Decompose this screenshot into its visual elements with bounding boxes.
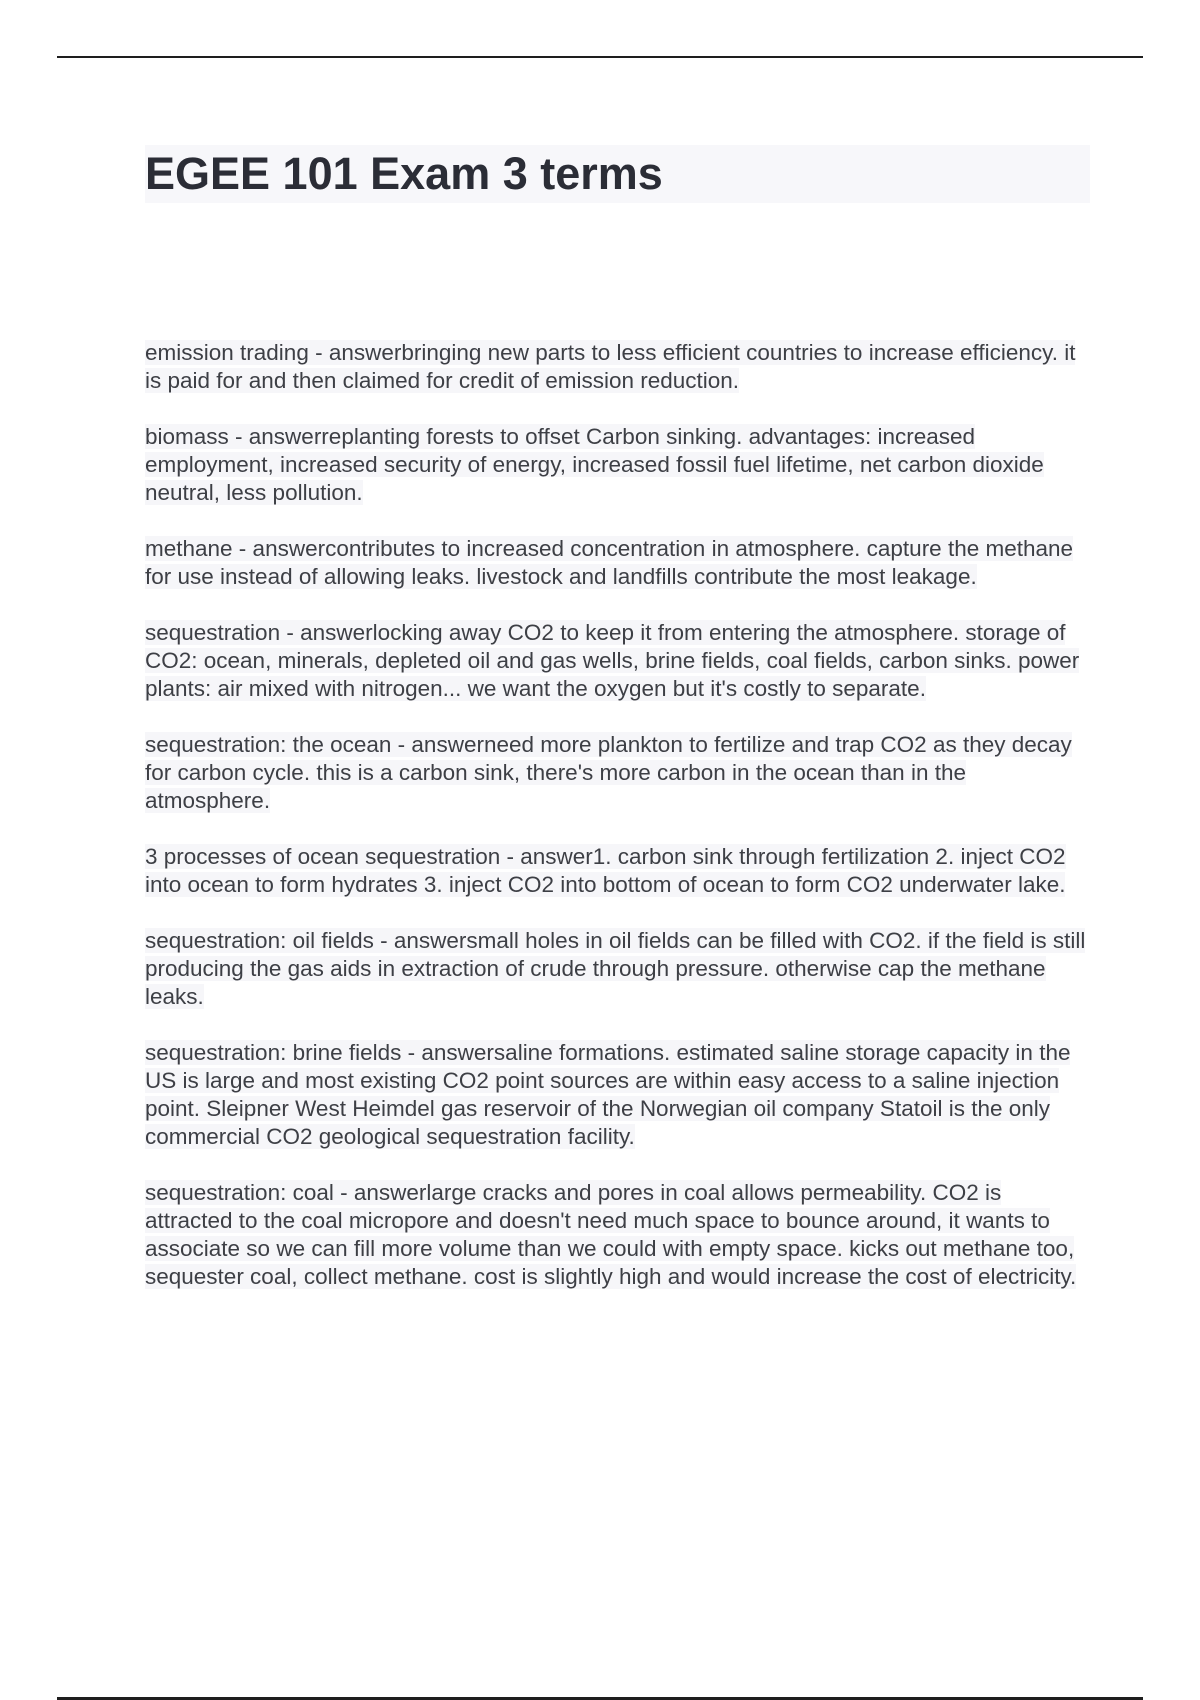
term-entry bbox=[145, 339, 1090, 395]
term-entry bbox=[145, 619, 1090, 703]
term-entry-text: 3 processes of ocean sequestration - answer1. carbon sink through fertilization 2. inject CO2 into ocean to form hydrates 3. inject CO2 into bottom of ocean to form CO2 underwater lake. bbox=[145, 844, 1066, 897]
term-entry-text: methane - answercontributes to increased concentration in atmosphere. capture the methane for use instead of allowing leaks. livestock and landfills contribute the most leakage. bbox=[145, 536, 1074, 589]
term-entry bbox=[145, 423, 1090, 507]
term-entry-text: sequestration: brine fields - answersaline formations. estimated saline storage capacity in the US is large and most existing CO2 point sources are within easy access to a saline injection point. Sleipner West Heimdel gas reservoir of the Norwegian oil company Statoil is the only commercial CO2 geological sequestration facility. bbox=[145, 1040, 1071, 1149]
term-entry bbox=[145, 843, 1090, 899]
term-entry bbox=[145, 1039, 1090, 1151]
term-list bbox=[145, 339, 1090, 1319]
top-divider bbox=[57, 56, 1143, 58]
term-entry-text: biomass - answerreplanting forests to offset Carbon sinking. advantages: increased employment, increased security of energy, increased fossil fuel lifetime, net carbon dioxide neutral, less pollution. bbox=[145, 424, 1044, 505]
term-entry-text: emission trading - answerbringing new parts to less efficient countries to increase efficiency. it is paid for and then claimed for credit of emission reduction. bbox=[145, 340, 1076, 393]
term-entry bbox=[145, 535, 1090, 591]
term-entry bbox=[145, 731, 1090, 815]
term-entry bbox=[145, 927, 1090, 1011]
term-entry-text: sequestration - answerlocking away CO2 to keep it from entering the atmosphere. storage of CO2: ocean, minerals, depleted oil and gas wells, brine fields, coal fields, carbon sinks. power plants: air mixed with nitrogen... we want the oxygen but it's costly to separate. bbox=[145, 620, 1080, 701]
term-entry-text: sequestration: oil fields - answersmall holes in oil fields can be filled with CO2. if the field is still producing the gas aids in extraction of crude through pressure. otherwise cap the methane leaks. bbox=[145, 928, 1086, 1009]
term-entry bbox=[145, 1179, 1090, 1291]
term-entry-text: sequestration: coal - answerlarge cracks and pores in coal allows permeability. CO2 is attracted to the coal micropore and doesn't need much space to bounce around, it wants to associate so we can fill more volume than we could with empty space. kicks out methane too, sequester coal, collect methane. cost is slightly high and would increase the cost of electricity. bbox=[145, 1180, 1077, 1289]
term-entry-text: sequestration: the ocean - answerneed more plankton to fertilize and trap CO2 as they decay for carbon cycle. this is a carbon sink, there's more carbon in the ocean than in the atmosphere. bbox=[145, 732, 1072, 813]
page-title: EGEE 101 Exam 3 terms bbox=[145, 148, 663, 199]
